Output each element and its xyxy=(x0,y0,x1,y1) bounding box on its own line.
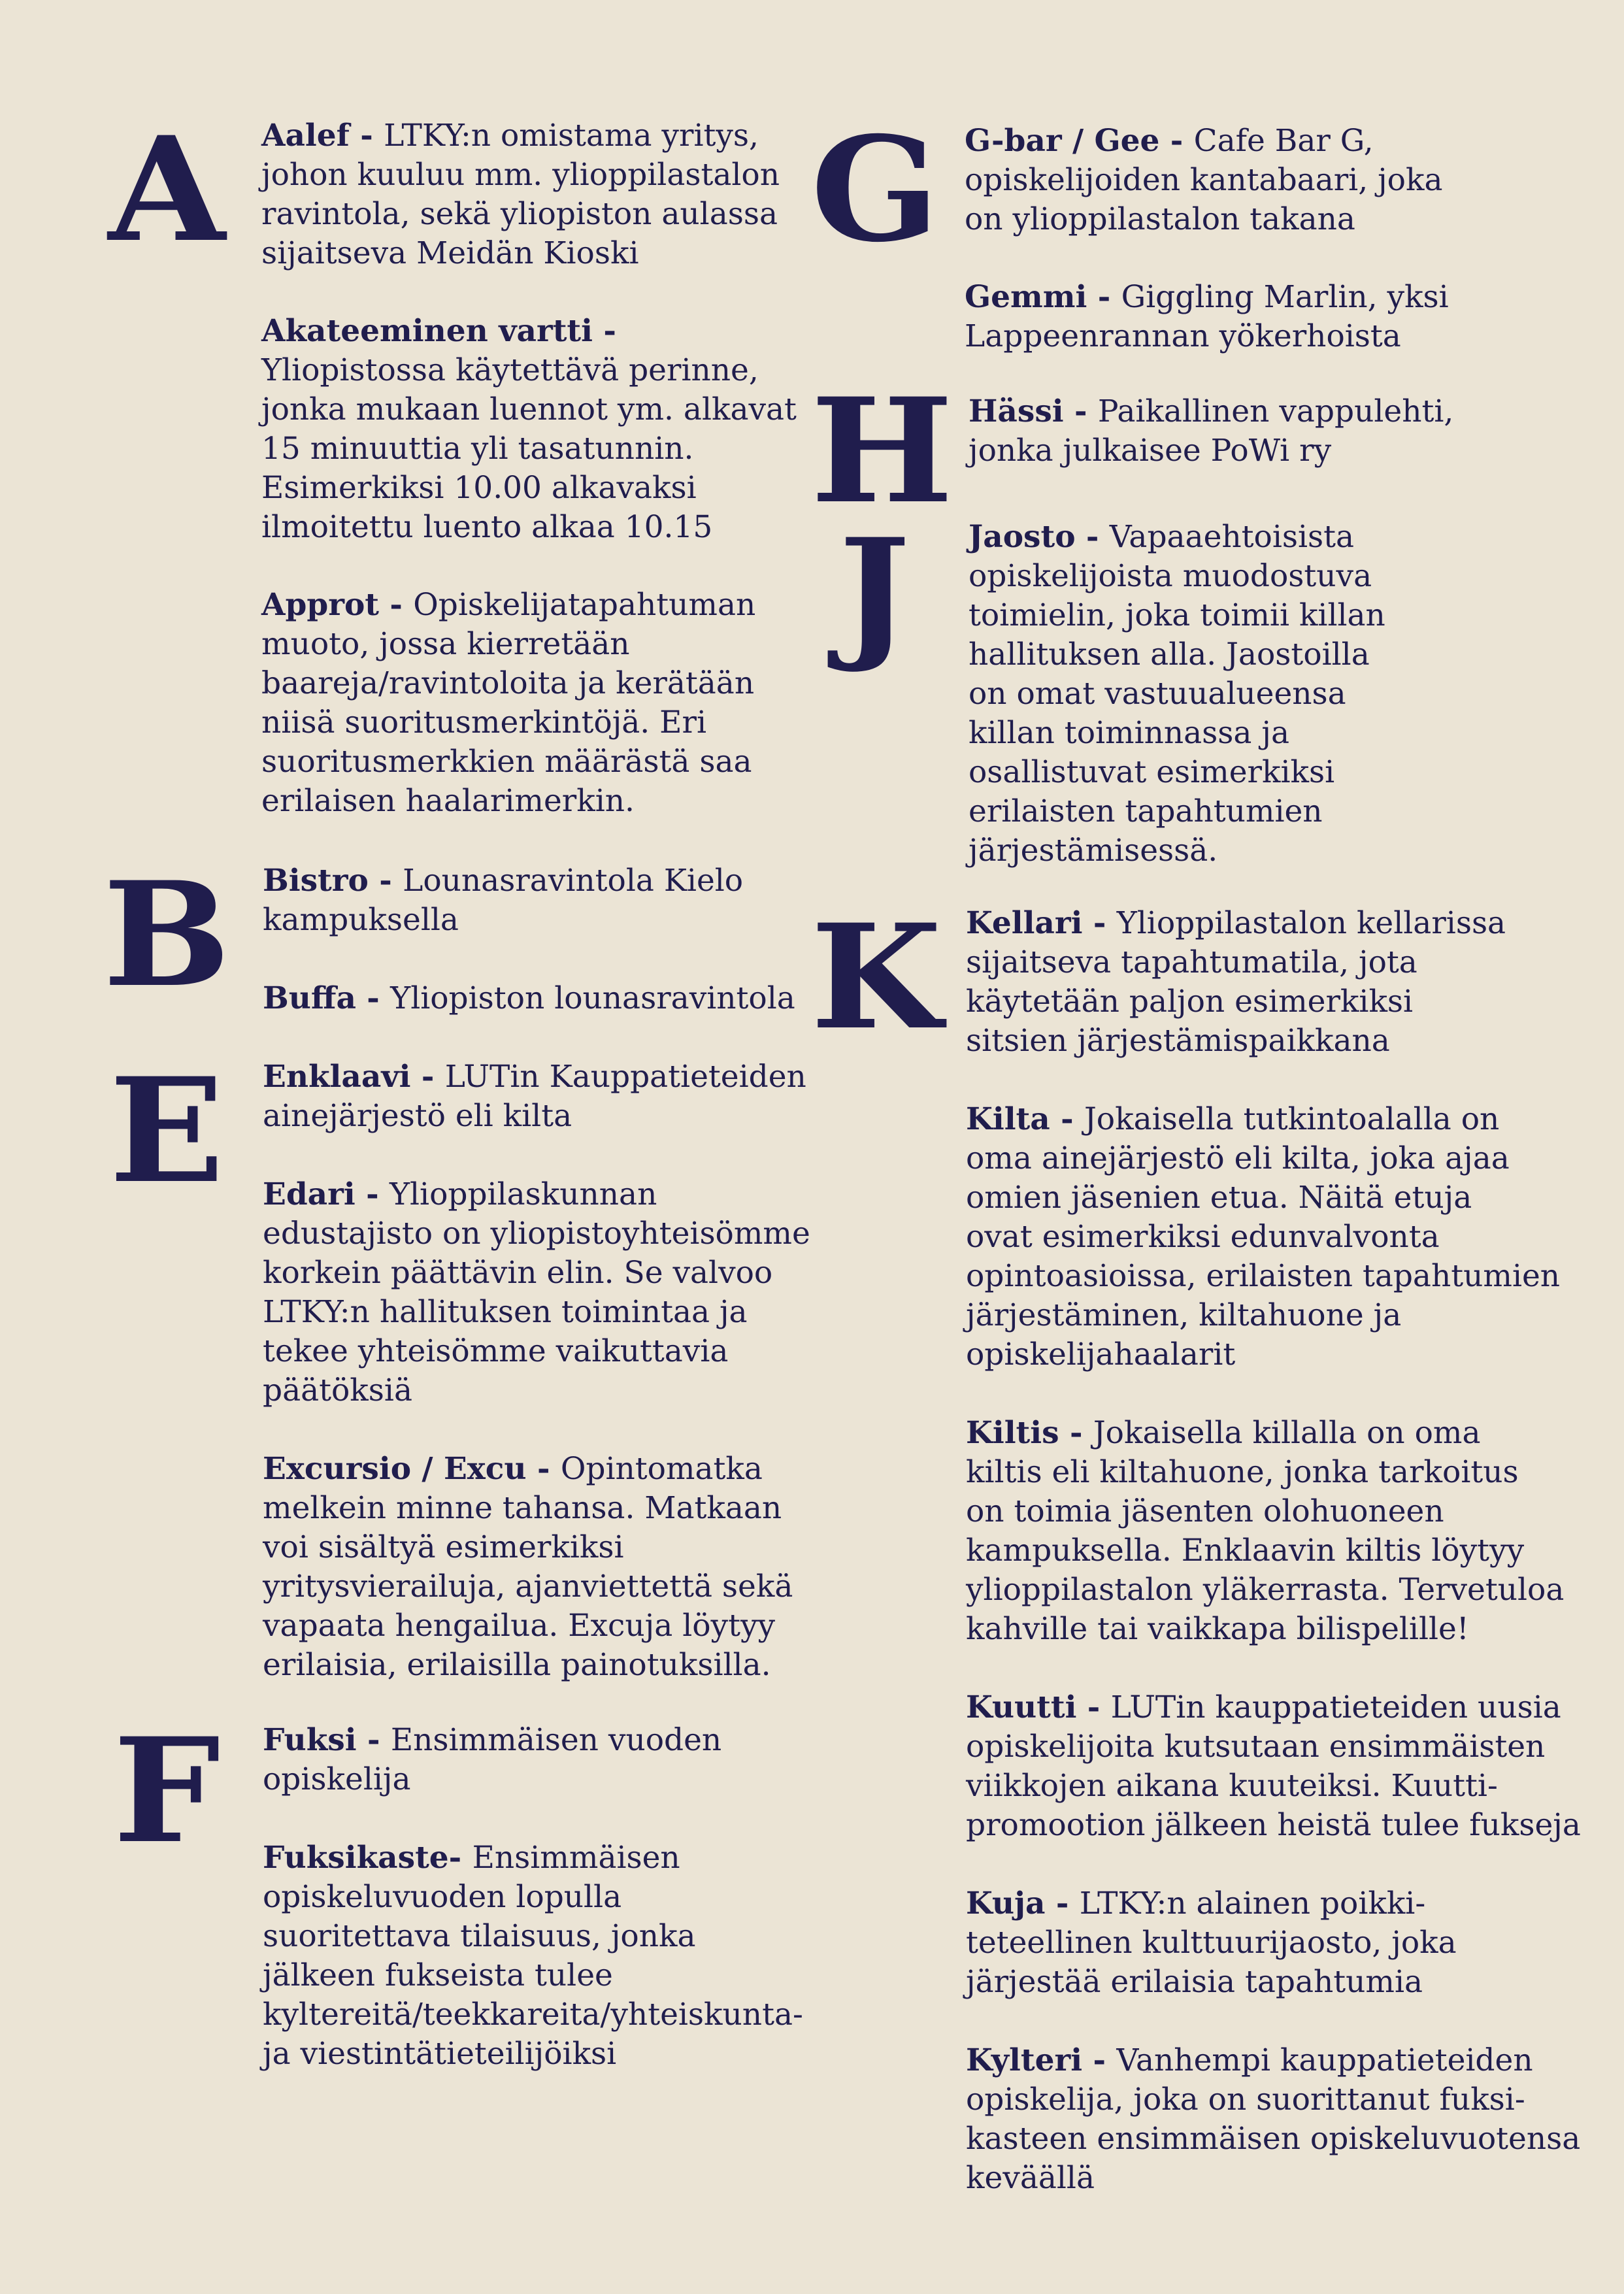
entry-separator: - xyxy=(1075,519,1110,555)
entry-separator: - xyxy=(356,1722,391,1758)
letter-a: A xyxy=(108,105,222,274)
entry-separator: - xyxy=(1082,2042,1117,2078)
entry-separator: - xyxy=(410,1059,445,1095)
glossary-entry-g-bar xyxy=(965,122,1442,239)
glossary-entry-excursio xyxy=(263,1450,793,1685)
glossary-entry-aalef xyxy=(261,116,780,273)
entry-separator: - xyxy=(1082,905,1117,941)
entry-separator: - xyxy=(356,980,391,1016)
glossary-entry-kellari xyxy=(966,904,1506,1061)
entry-description: Cafe Bar G, opiskelijoiden kantabaari, joka on ylioppilastalon takana xyxy=(965,123,1443,237)
entry-description: Lounasravintola Kielo kampuksella xyxy=(263,863,744,938)
entry-term: Kellari xyxy=(966,905,1083,941)
letter-h: H xyxy=(810,366,950,535)
entry-description: Jokaisella killalla on oma kiltis eli kiltahuone, jonka tarkoitus on toimia jäsenten olohuoneen kampuksella. Enklaavin kiltis löytyy ylioppilastalon yläkerrasta. Tervetuloa kahville tai vaikkapa bilispelille! xyxy=(966,1415,1565,1647)
entry-separator: - xyxy=(1087,279,1121,315)
entry-description: Yliopistossa käytettävä perinne, jonka mukaan luennot ym. alkavat 15 minuuttia yli tasatunnin. Esimerkiksi 10.00 alkavaksi ilmoitettu luento alkaa 10.15 xyxy=(261,352,797,545)
entry-term: Kiltis xyxy=(966,1415,1059,1451)
glossary-entry-jaosto xyxy=(969,518,1385,871)
glossary-entry-hassi xyxy=(969,392,1453,471)
entry-description: LTKY:n omistama yritys, johon kuuluu mm. ylioppilastalon ravintola, sekä yliopiston aulassa sijaitseva Meidän Kioski xyxy=(261,118,780,271)
entry-separator: - xyxy=(1059,1415,1093,1451)
entry-separator: - xyxy=(1063,393,1098,429)
entry-term: Bistro xyxy=(263,863,369,899)
glossary-entry-kilta xyxy=(966,1100,1560,1374)
entry-term: Buffa xyxy=(263,980,356,1016)
entry-separator: - xyxy=(1045,1886,1080,1921)
glossary-entry-kylteri xyxy=(966,2041,1580,2198)
entry-description: LUTin kauppatieteiden uusia opiskelijoita kutsutaan ensimmäisten viikkojen aikana kuuteiksi. Kuutti- promootion jälkeen heistä tulee fukseja xyxy=(966,1689,1581,1843)
entry-description: Ylioppilaskunnan edustajisto on yliopistoyhteisömme korkein päättävin elin. Se valvoo LTKY:n hallituksen toimintaa ja tekee yhteisömme vaikuttavia päätöksiä xyxy=(263,1176,810,1408)
entry-term: Gemmi xyxy=(965,279,1087,315)
entry-separator: - xyxy=(355,1176,389,1212)
entry-separator: - xyxy=(368,863,403,899)
entry-description: Ensimmäisen opiskeluvuoden lopulla suoritettava tilaisuus, jonka jälkeen fukseista tulee kyltereitä/teekkareita/yhteiskunta- ja viestintätieteilijöiksi xyxy=(263,1840,803,2072)
entry-description: Vapaaehtoisista opiskelijoista muodostuva toimielin, joka toimii killan hallituksen alla. Jaostoilla on omat vastuualueensa killan toiminnassa ja osallistuvat esimerkiksi erilaisten tapahtumien järjestämisessä. xyxy=(969,519,1385,869)
entry-description: Ylioppilastalon kellarissa sijaitseva tapahtumatila, jota käytetään paljon esimerkiksi sitsien järjestämispaikkana xyxy=(966,905,1506,1059)
entry-description: Opintomatka melkein minne tahansa. Matkaan voi sisältyä esimerkiksi yritysvierailuja, ajanviettettä sekä vapaata hengailua. Excuja löytyy erilaisia, erilaisilla painotuksilla. xyxy=(263,1451,793,1683)
glossary-entry-edari xyxy=(263,1175,810,1410)
letter-b: B xyxy=(103,850,227,1019)
entry-separator: - xyxy=(379,587,414,623)
letter-k: K xyxy=(810,892,938,1061)
letter-j: J xyxy=(838,507,906,676)
glossary-entry-akateeminen-vartti xyxy=(261,312,797,547)
entry-term: Enklaavi xyxy=(263,1059,411,1095)
entry-term: Aalef xyxy=(261,118,350,154)
entry-term: Kylteri xyxy=(966,2042,1083,2078)
entry-description: Yliopiston lounasravintola xyxy=(390,980,795,1016)
glossary-entry-bistro xyxy=(263,861,743,940)
entry-term: Jaosto xyxy=(969,519,1076,555)
entry-description: Ensimmäisen vuoden opiskelija xyxy=(263,1722,722,1797)
entry-term: Kuja xyxy=(966,1886,1046,1921)
letter-e: E xyxy=(109,1046,220,1215)
entry-term: Kuutti xyxy=(966,1689,1077,1725)
entry-separator xyxy=(461,1840,472,1876)
entry-term: Excursio / Excu xyxy=(263,1451,527,1487)
letter-f: F xyxy=(113,1706,216,1875)
glossary-entry-kuutti xyxy=(966,1688,1581,1845)
entry-separator: - xyxy=(1076,1689,1111,1725)
entry-separator: - xyxy=(1159,123,1194,159)
entry-term: Edari xyxy=(263,1176,356,1212)
entry-separator: - xyxy=(593,313,616,349)
entry-term: Hässi xyxy=(969,393,1064,429)
glossary-entry-kuja xyxy=(966,1884,1457,2002)
entry-description: Opiskelijatapahtuman muoto, jossa kierretään baareja/ravintoloita ja kerätään niisä suoritusmerkintöjä. Eri suoritusmerkkien määrästä saa erilaisen haalarimerkin. xyxy=(261,587,756,819)
entry-term: Fuksikaste- xyxy=(263,1840,462,1876)
entry-description: LTKY:n alainen poikki- teteellinen kulttuurijaosto, joka järjestää erilaisia tapahtumia xyxy=(966,1886,1457,2000)
entry-description: Giggling Marlin, yksi Lappeenrannan yökerhoista xyxy=(965,279,1449,354)
entry-description: Paikallinen vappulehti, jonka julkaisee PoWi ry xyxy=(969,393,1454,469)
entry-description: LUTin Kauppatieteiden ainejärjestö eli kilta xyxy=(263,1059,806,1134)
glossary-entry-enklaavi xyxy=(263,1057,806,1136)
glossary-entry-gemmi xyxy=(965,278,1449,356)
entry-description: Vanhempi kauppatieteiden opiskelija, joka on suorittanut fuksi- kasteen ensimmäisen opiskeluvuotensa keväällä xyxy=(966,2042,1581,2196)
entry-term: Kilta xyxy=(966,1101,1050,1137)
entry-separator: - xyxy=(526,1451,561,1487)
entry-term: Akateeminen vartti xyxy=(261,313,593,349)
glossary-entry-fuksi xyxy=(263,1721,721,1799)
entry-term: Approt xyxy=(261,587,380,623)
entry-separator: - xyxy=(1050,1101,1084,1137)
glossary-entry-kiltis xyxy=(966,1414,1564,1649)
glossary-entry-fuksikaste xyxy=(263,1838,803,2074)
glossary-entry-approt xyxy=(261,586,755,821)
entry-separator: - xyxy=(349,118,384,154)
glossary-entry-buffa xyxy=(263,979,795,1018)
entry-description: Jokaisella tutkintoalalla on oma ainejärjestö eli kilta, joka ajaa omien jäsenien etua. Näitä etuja ovat esimerkiksi edunvalvonta opintoasioissa, erilaisten tapahtumien järjestäminen, kiltahuone ja opiskelijahaalarit xyxy=(966,1101,1561,1372)
entry-term: Fuksi xyxy=(263,1722,357,1758)
entry-term: G-bar / Gee xyxy=(965,123,1160,159)
letter-g: G xyxy=(810,105,936,274)
